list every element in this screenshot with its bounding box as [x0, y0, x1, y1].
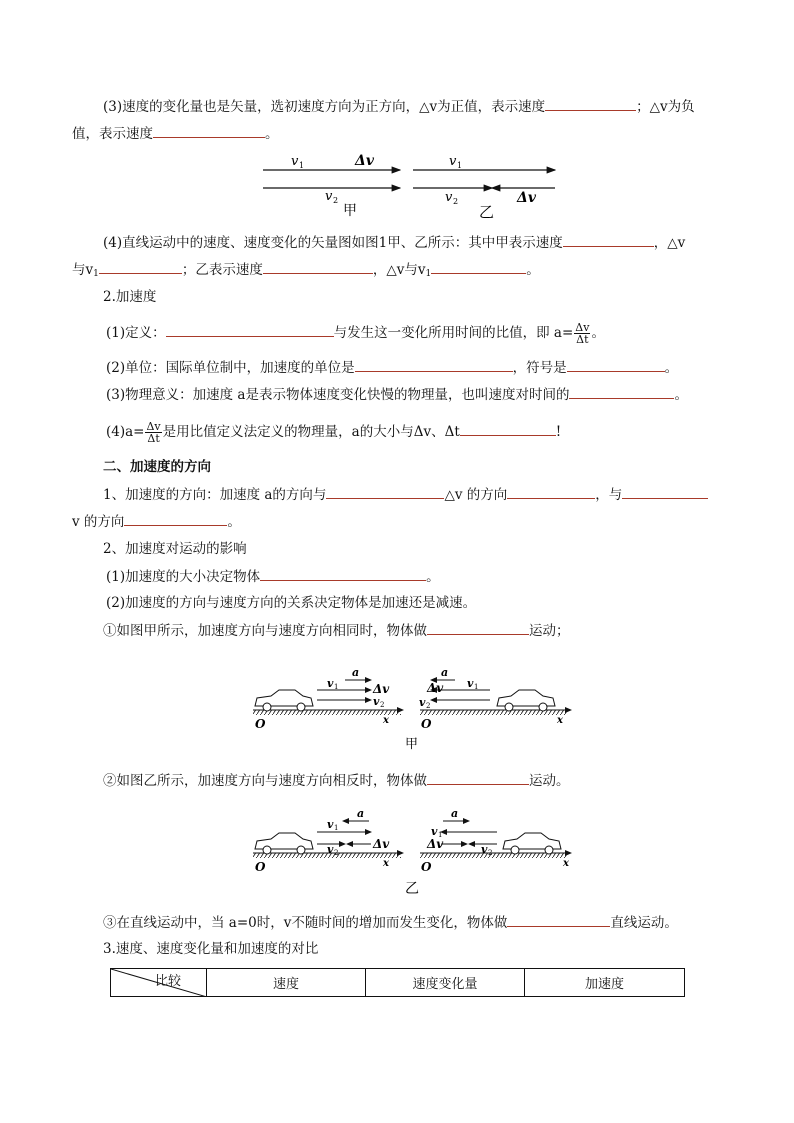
accel-definition: (1)定义： 与发生这一变化所用时间的比值，即 a= $\frac{\Delta v}{\Delta t}$ 。: [106, 321, 605, 346]
svg-text:Δv: Δv: [355, 153, 374, 169]
fraction-dv-dt: $\frac{\Delta v}{\Delta t}$: [146, 420, 161, 445]
blank-field[interactable]: [326, 485, 444, 499]
svg-text:x: x: [383, 858, 389, 869]
section-2-title: 2.加速度: [103, 289, 157, 305]
car-icon: [497, 690, 555, 711]
para-3-line1: (3)速度的变化量也是矢量，选初速度方向为正方向，△v为正值，表示速度 ；△v为负: [103, 99, 695, 115]
svg-text:v: v: [291, 154, 299, 169]
svg-text:a: a: [357, 807, 365, 820]
blank-field[interactable]: [545, 97, 636, 111]
svg-text:v: v: [419, 696, 426, 709]
svg-text:2: 2: [380, 701, 385, 709]
blank-field[interactable]: [124, 512, 227, 526]
blank-field[interactable]: [431, 260, 526, 274]
accel-direction-line2: v 的方向 。: [72, 514, 241, 530]
car-icon: [255, 833, 313, 854]
svg-text:Δv: Δv: [373, 682, 390, 696]
car-figure-jia: [245, 660, 585, 755]
svg-text:1: 1: [438, 831, 443, 839]
svg-text:v: v: [481, 843, 488, 856]
car-figure-yi: [245, 803, 585, 898]
accel-unit: (2)单位：国际单位制中，加速度的单位是 ，符号是 。: [106, 360, 679, 376]
svg-text:2: 2: [334, 849, 339, 857]
header-velocity-change: 速度变化量: [366, 969, 525, 997]
svg-text:v: v: [431, 825, 438, 838]
svg-text:v: v: [373, 695, 380, 708]
car-icon: [255, 690, 313, 711]
influence-2: (2)加速度的方向与速度方向的关系决定物体是加速还是减速。: [106, 595, 477, 611]
case-zero-accel: ③在直线运动中，当 a=0时，v不随时间的增加而发生变化，物体做 直线运动。: [103, 915, 678, 931]
svg-text:Δv: Δv: [427, 837, 444, 851]
svg-text:O: O: [421, 717, 432, 731]
case-opposite-direction: ②如图乙所示，加速度方向与速度方向相反时，物体做 运动。: [103, 773, 570, 789]
svg-text:Δv: Δv: [427, 681, 444, 695]
svg-text:a: a: [441, 666, 449, 679]
svg-text:v: v: [325, 189, 333, 204]
blank-field[interactable]: [507, 485, 595, 499]
blank-field[interactable]: [355, 358, 513, 372]
svg-text:v: v: [445, 190, 453, 205]
svg-text:2: 2: [488, 849, 493, 857]
blank-field[interactable]: [460, 422, 556, 436]
svg-text:O: O: [255, 860, 266, 874]
svg-text:x: x: [383, 715, 389, 726]
influence-1: (1)加速度的大小决定物体 。: [106, 569, 440, 585]
header-compare: 比较: [155, 974, 182, 989]
para-4-line1: (4)直线运动中的速度、速度变化的矢量图如图1甲、乙所示：其中甲表示速度 ，△v: [103, 235, 686, 251]
blank-field[interactable]: [166, 323, 334, 337]
svg-text:Δv: Δv: [517, 190, 536, 206]
vector-diagram-jia-yi: [255, 150, 565, 225]
blank-field[interactable]: [507, 913, 610, 927]
svg-text:v: v: [467, 677, 474, 690]
header-acceleration: 加速度: [525, 969, 685, 997]
car-icon: [503, 833, 561, 854]
svg-text:O: O: [421, 860, 432, 874]
svg-text:1: 1: [474, 683, 479, 691]
case-same-direction: ①如图甲所示，加速度方向与速度方向相同时，物体做 运动；: [103, 623, 570, 639]
svg-text:v: v: [327, 677, 334, 690]
accel-ratio-definition: (4)a= $\frac{\Delta v}{\Delta t}$ 是用比值定义法定义的物理量，a的大小与Δv、Δt !: [106, 420, 562, 445]
blank-field[interactable]: [567, 358, 665, 372]
para-3-line2: 值，表示速度 。: [72, 126, 279, 142]
section-heading-2: 二、加速度的方向: [103, 459, 211, 475]
svg-text:v: v: [327, 818, 334, 831]
caption-jia: 甲: [405, 737, 419, 752]
blank-field[interactable]: [569, 385, 674, 399]
fraction-dv-dt: $\frac{\Delta v}{\Delta t}$: [575, 321, 590, 346]
svg-text:O: O: [255, 717, 266, 731]
svg-text:1: 1: [334, 824, 339, 832]
accel-meaning: (3)物理意义：加速度 a是表示物体速度变化快慢的物理量，也叫速度对时间的 。: [106, 387, 688, 403]
header-velocity: 速度: [207, 969, 366, 997]
section-3-title: 3.速度、速度变化量和加速度的对比: [103, 941, 319, 957]
blank-field[interactable]: [260, 567, 426, 581]
svg-text:x: x: [563, 858, 569, 869]
comparison-table: [110, 968, 685, 997]
blank-field[interactable]: [427, 771, 529, 785]
svg-text:Δv: Δv: [373, 837, 390, 851]
svg-text:a: a: [352, 666, 360, 679]
blank-field[interactable]: [427, 621, 529, 635]
accel-direction-line1: 1、加速度的方向：加速度 a的方向与 △v 的方向 ，与: [103, 485, 708, 504]
caption-jia: 甲: [343, 203, 357, 219]
table-header-row: [111, 969, 685, 997]
svg-text:2: 2: [333, 196, 339, 205]
svg-text:1: 1: [299, 161, 305, 170]
svg-text:x: x: [557, 715, 563, 726]
svg-text:v: v: [449, 154, 457, 169]
caption-yi: 乙: [405, 881, 419, 897]
blank-field[interactable]: [622, 485, 708, 499]
svg-text:2: 2: [426, 702, 431, 710]
para-4-line2: 与$v_1$ ；乙表示速度 ，△v与$v_1$ 。: [72, 262, 540, 279]
blank-field[interactable]: [153, 124, 265, 138]
svg-text:2: 2: [453, 197, 459, 206]
blank-field[interactable]: [563, 233, 654, 247]
svg-text:1: 1: [457, 161, 463, 170]
caption-yi: 乙: [479, 203, 495, 221]
svg-text:a: a: [451, 807, 459, 820]
influence-title: 2、加速度对运动的影响: [103, 541, 247, 557]
blank-field[interactable]: [99, 260, 182, 274]
svg-text:v: v: [327, 843, 334, 856]
diagonal-header-cell: [111, 969, 207, 997]
blank-field[interactable]: [263, 260, 373, 274]
svg-text:1: 1: [334, 683, 339, 691]
